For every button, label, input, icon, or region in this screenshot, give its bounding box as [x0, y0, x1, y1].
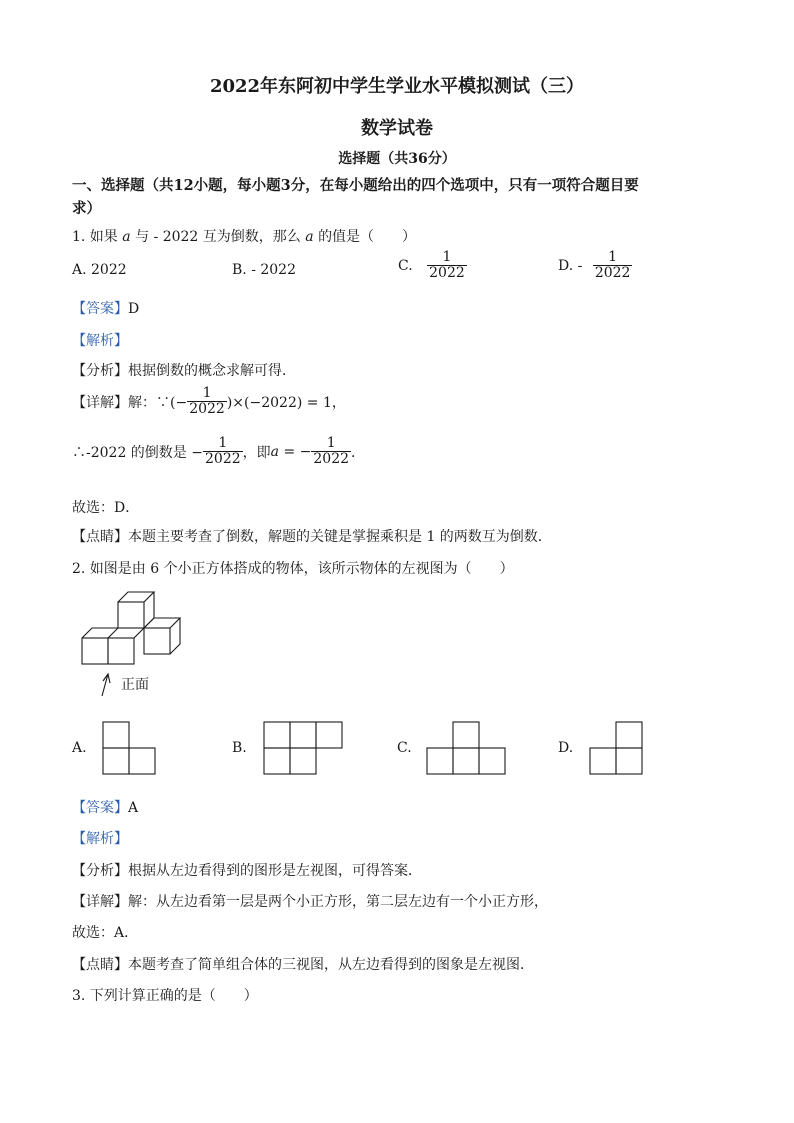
q1-therefore: ∴-2022 的倒数是 − $\frac{1}{2022}$ ，即a = − $\frac{1}{2022}$ ．: [72, 435, 366, 468]
q2-option-d-figure: [589, 721, 645, 777]
section-heading: 选择题（共36分）: [338, 151, 456, 167]
q2-option-c-figure: [426, 721, 510, 777]
q1-option-b: B. - 2022: [232, 262, 296, 278]
q1-option-a: A. 2022: [72, 262, 127, 278]
q2-choose: 故选：A．: [72, 925, 139, 941]
q2-jiexi: 【解析】: [72, 831, 128, 847]
q1-jiexi: 【解析】: [72, 333, 128, 349]
q3-stem: 3. 下列计算正确的是（ ）: [72, 988, 258, 1004]
q1-comment: 【点睛】本题主要考查了倒数，解题的关键是掌握乘积是 1 的两数互为倒数．: [72, 529, 552, 545]
q2-option-a-label: A.: [72, 740, 87, 756]
q1-detail: 【详解】解：∵(− $\frac{1}{2022}$ )×(−2022) = 1，: [72, 385, 346, 418]
q1-option-d: D. - $\frac{1}{2022}$: [558, 249, 631, 282]
q1-answer: 【答案】D: [72, 301, 140, 317]
q2-option-b-label: B.: [232, 740, 247, 756]
q1-choose: 故选：D．: [72, 500, 140, 516]
q2-option-c-label: C.: [397, 740, 412, 756]
q1-analysis: 【分析】根据倒数的概念求解可得．: [72, 363, 296, 379]
q2-detail: 【详解】解：从左边看第一层是两个小正方形，第二层左边有一个小正方形，: [72, 894, 548, 910]
q2-stem: 2. 如图是由 6 个小正方体搭成的物体，该所示物体的左视图为（ ）: [72, 561, 514, 577]
q2-answer: 【答案】A: [72, 800, 139, 816]
q2-option-b-figure: [263, 721, 347, 777]
q2-comment: 【点睛】本题考查了简单组合体的三视图，从左边看得到的图象是左视图．: [72, 957, 534, 973]
q2-front-label: 正面: [121, 677, 149, 693]
q1-stem: 1. 如果 a 与 - 2022 互为倒数，那么 a 的值是（ ）: [72, 229, 417, 245]
q1-option-c: C. $\frac{1}{2022}$: [398, 249, 465, 282]
page-subtitle: 数学试卷: [361, 118, 433, 139]
part-heading-line2: 求）: [72, 200, 101, 217]
q2-option-d-label: D.: [558, 740, 574, 756]
part-heading-line1: 一、选择题（共12小题，每小题3分，在每小题给出的四个选项中，只有一项符合题目要: [72, 177, 639, 194]
q2-option-a-figure: [102, 721, 158, 777]
q2-analysis: 【分析】根据从左边看得到的图形是左视图，可得答案．: [72, 863, 422, 879]
page-title: 2022年东阿初中学生学业水平模拟测试（三）: [209, 76, 585, 97]
